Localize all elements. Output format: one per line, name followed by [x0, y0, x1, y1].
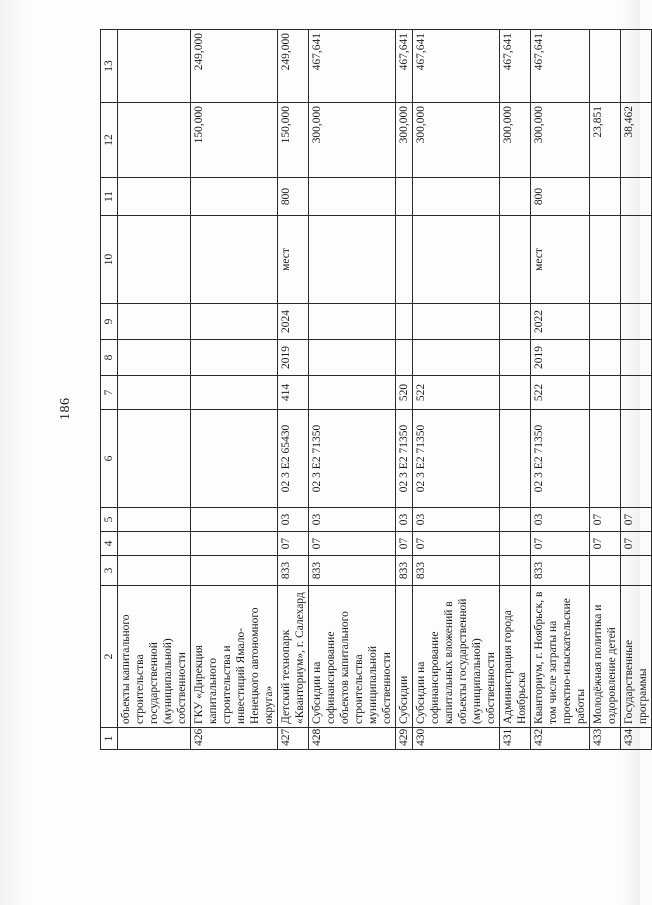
table-cell [621, 556, 652, 586]
table-cell: 467,641 [309, 30, 396, 103]
table-cell [413, 304, 500, 340]
table-cell [500, 410, 531, 508]
table-cell: 300,000 [500, 103, 531, 178]
column-header: 12 [101, 103, 118, 178]
table-cell: 300,000 [396, 103, 413, 178]
table-cell: Детский технопарк «Кванториум», г. Салехард [278, 586, 309, 728]
table-cell: 430 [413, 728, 500, 750]
table-cell: 07 [413, 532, 500, 556]
table-cell [118, 376, 191, 410]
column-header: 13 [101, 30, 118, 103]
table-cell [309, 178, 396, 216]
table-cell [191, 340, 278, 376]
table-cell: 23,851 [590, 103, 621, 178]
table-cell [413, 216, 500, 304]
table-cell: 02 3 E2 71350 [309, 410, 396, 508]
column-header: 6 [101, 410, 118, 508]
table-row [309, 30, 396, 750]
table-cell: 433 [590, 728, 621, 750]
table-cell: 03 [413, 508, 500, 532]
table-cell: 07 [621, 532, 652, 556]
table-cell [500, 340, 531, 376]
table-cell: 833 [396, 556, 413, 586]
table-cell: мест [531, 216, 590, 304]
table-cell [118, 304, 191, 340]
table-cell [396, 178, 413, 216]
table-cell [500, 216, 531, 304]
table-cell [621, 410, 652, 508]
table-cell: 07 [531, 532, 590, 556]
table-cell: 833 [531, 556, 590, 586]
table-cell: 07 [590, 508, 621, 532]
table-cell [590, 304, 621, 340]
table-cell [191, 216, 278, 304]
table-cell: 467,641 [500, 30, 531, 103]
table-cell: 2022 [531, 304, 590, 340]
table-cell: 432 [531, 728, 590, 750]
table-cell [500, 376, 531, 410]
table-cell: 03 [531, 508, 590, 532]
table-cell: 833 [413, 556, 500, 586]
table-cell: мест [278, 216, 309, 304]
table-cell: 300,000 [531, 103, 590, 178]
page-number: 186 [58, 397, 73, 420]
table-cell [500, 556, 531, 586]
table-cell [191, 556, 278, 586]
table-cell [118, 216, 191, 304]
table-cell: 428 [309, 728, 396, 750]
table-cell: 800 [278, 178, 309, 216]
column-header: 8 [101, 340, 118, 376]
table-cell [309, 216, 396, 304]
table-cell: 833 [278, 556, 309, 586]
table-cell [590, 556, 621, 586]
table-cell [309, 304, 396, 340]
column-header: 1 [101, 728, 118, 750]
table-cell [396, 216, 413, 304]
table-cell: 02 3 E2 71350 [413, 410, 500, 508]
table-row [396, 30, 413, 750]
table-cell: 03 [309, 508, 396, 532]
table-cell [621, 216, 652, 304]
table-cell: 426 [191, 728, 278, 750]
table-cell [191, 410, 278, 508]
table-cell: 2024 [278, 304, 309, 340]
table-cell [118, 556, 191, 586]
table-cell [413, 340, 500, 376]
column-header: 7 [101, 376, 118, 410]
table-body [118, 30, 652, 750]
table-cell: 429 [396, 728, 413, 750]
table-cell: 467,641 [413, 30, 500, 103]
table-cell [590, 340, 621, 376]
table-row [191, 30, 278, 750]
table-cell [118, 30, 191, 103]
table-cell: 02 3 E2 71350 [531, 410, 590, 508]
table-cell [621, 178, 652, 216]
table-cell: 07 [396, 532, 413, 556]
column-header: 9 [101, 304, 118, 340]
table-cell [191, 532, 278, 556]
table-cell [118, 508, 191, 532]
table-cell [500, 532, 531, 556]
table-cell: 03 [278, 508, 309, 532]
table-cell [191, 178, 278, 216]
table-cell: 07 [621, 508, 652, 532]
table-cell: 431 [500, 728, 531, 750]
column-header: 3 [101, 556, 118, 586]
table-cell: 833 [309, 556, 396, 586]
table-cell [118, 178, 191, 216]
table-cell [191, 304, 278, 340]
table-row [500, 30, 531, 750]
table-cell: Субсидии на софинансирование капитальных вложений в объекты государственной (муниципальной) собственности [413, 586, 500, 728]
table-cell: 249,000 [191, 30, 278, 103]
column-header: 5 [101, 508, 118, 532]
table-cell: Молодёжная политика и оздоровление детей [590, 586, 621, 728]
table-cell: 467,641 [531, 30, 590, 103]
table-cell [118, 410, 191, 508]
table-cell: 522 [413, 376, 500, 410]
table-cell: 03 [396, 508, 413, 532]
table-cell [590, 410, 621, 508]
table-cell [309, 376, 396, 410]
table-cell [621, 304, 652, 340]
table-cell [621, 376, 652, 410]
table-cell [396, 304, 413, 340]
table-cell: Государственные программы [621, 586, 652, 728]
table-cell: 520 [396, 376, 413, 410]
table-cell [590, 178, 621, 216]
table-cell: 07 [590, 532, 621, 556]
table-cell [191, 508, 278, 532]
table-cell: 38,462 [621, 103, 652, 178]
table-cell [413, 178, 500, 216]
table-cell: 467,641 [396, 30, 413, 103]
table-cell [191, 376, 278, 410]
table-row [531, 30, 590, 750]
column-header: 4 [101, 532, 118, 556]
table-cell: 07 [309, 532, 396, 556]
column-header: 10 [101, 216, 118, 304]
table-cell [590, 216, 621, 304]
table-cell [118, 103, 191, 178]
table-cell: 07 [278, 532, 309, 556]
table-cell: Субсидии [396, 586, 413, 728]
table-cell [590, 30, 621, 103]
header-row [101, 30, 118, 750]
table-cell: 414 [278, 376, 309, 410]
table-cell: 300,000 [413, 103, 500, 178]
column-header: 11 [101, 178, 118, 216]
table-row [413, 30, 500, 750]
table-cell [118, 532, 191, 556]
table-cell [118, 728, 191, 750]
budget-table [100, 29, 652, 750]
table-row [278, 30, 309, 750]
table-cell: Администрация города Ноябрьска [500, 586, 531, 728]
column-header: 2 [101, 586, 118, 728]
table-cell: 522 [531, 376, 590, 410]
table-cell: 02 3 E2 65430 [278, 410, 309, 508]
table-cell [500, 178, 531, 216]
table-row [621, 30, 652, 750]
table-cell [621, 340, 652, 376]
table-cell [590, 376, 621, 410]
table-cell: 434 [621, 728, 652, 750]
table-cell [500, 304, 531, 340]
table-cell: 150,000 [278, 103, 309, 178]
table-cell: Кванториум, г. Ноябрьск, в том числе затраты на проектно-изыскательские работы [531, 586, 590, 728]
table-cell [118, 340, 191, 376]
table-cell: 427 [278, 728, 309, 750]
table-cell: объекты капитального строительства государственной (муниципальной) собственности [118, 586, 191, 728]
table-cell [500, 508, 531, 532]
table-cell [621, 30, 652, 103]
table-cell: ГКУ «Дирекция капитального строительства и инвестиций Ямало-Ненецкого автономного округа» [191, 586, 278, 728]
table-cell: Субсидии на софинансирование объектов капитального строительства муниципальной собственности [309, 586, 396, 728]
rotated-page [58, 30, 649, 750]
table-cell: 02 3 E2 71350 [396, 410, 413, 508]
table-row [590, 30, 621, 750]
table-cell: 800 [531, 178, 590, 216]
table-cell [396, 340, 413, 376]
table-cell [309, 340, 396, 376]
table-cell: 150,000 [191, 103, 278, 178]
table-cell: 300,000 [309, 103, 396, 178]
table-cell: 249,000 [278, 30, 309, 103]
table-cell: 2019 [531, 340, 590, 376]
table-row [118, 30, 191, 750]
table-cell: 2019 [278, 340, 309, 376]
